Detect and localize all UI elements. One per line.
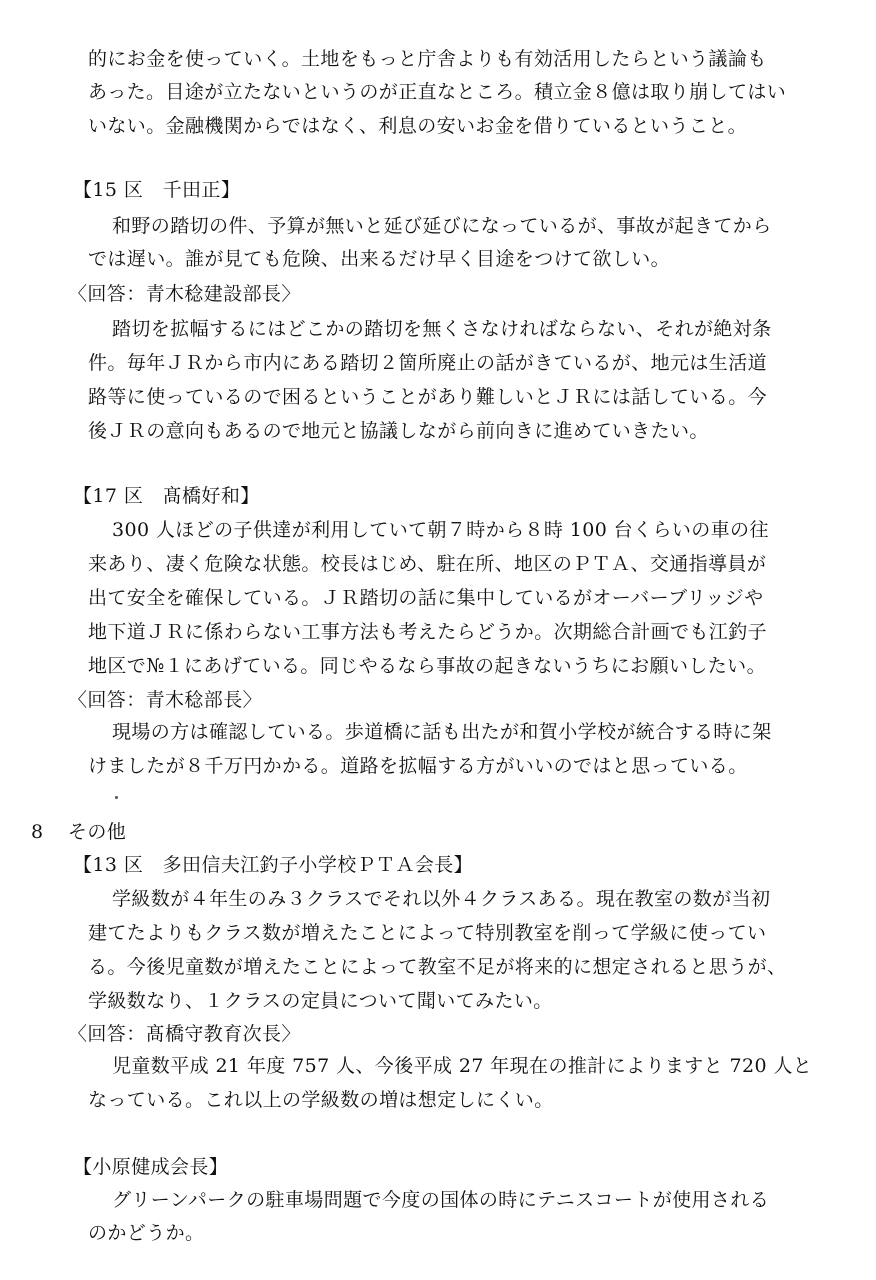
- ward17-question-line-5: 地区で№１にあげている。同じやるなら事故の起きないうちにお願いしたい。: [88, 655, 766, 677]
- ward17-question-line-4: 地下道ＪＲに係わらない工事方法も考えたらどうか。次期総合計画でも江釣子: [88, 621, 768, 643]
- scan-speck: [115, 796, 118, 799]
- ward13-answer-line-1: 児童数平成 21 年度 757 人、今後平成 27 年現在の推計によりますと 720 人と: [112, 1055, 813, 1077]
- ward15-question-line-2: では遅い。誰が見ても危険、出来るだけ早く目途をつけて欲しい。: [88, 248, 671, 270]
- intro-line-1: 的にお金を使っていく。土地をもっと庁舎よりも有効活用したらという議論も: [88, 48, 767, 70]
- chair-heading: 【小原健成会長】: [73, 1156, 229, 1178]
- ward15-answer-line-3: 路等に使っているので困るということがあり難しいとＪＲには話している。今: [88, 386, 768, 408]
- ward17-answer-label: 〈回答：青木稔部長〉: [68, 689, 263, 711]
- ward17-question-line-1: 300 人ほどの子供達が利用していて朝７時から８時 100 台くらいの車の往: [112, 519, 769, 541]
- chair-question-line-1: グリーンパークの駐車場問題で今度の国体の時にテニスコートが使用される: [112, 1189, 770, 1211]
- ward17-answer-line-2: けましたが８千万円かかる。道路を拡幅する方がいいのではと思っている。: [88, 755, 748, 777]
- ward13-question-line-3: る。今後児童数が増えたことによって教室不足が将来的に想定されると思うが、: [88, 956, 787, 978]
- ward15-question-line-1: 和野の踏切の件、予算が無いと延び延びになっているが、事故が起きてから: [112, 215, 772, 237]
- ward13-answer-line-2: なっている。これ以上の学級数の増は想定しにくい。: [88, 1089, 554, 1111]
- ward17-heading: 【17 区 髙橋好和】: [73, 485, 260, 507]
- ward13-heading: 【13 区 多田信夫江釣子小学校ＰＴＡ会長】: [73, 854, 474, 876]
- ward15-answer-line-4: 後ＪＲの意向もあるので地元と協議しながら前向きに進めていきたい。: [88, 420, 709, 442]
- ward17-answer-line-1: 現場の方は確認している。歩道橋に話も出たが和賀小学校が統合する時に架: [112, 721, 772, 743]
- ward13-question-line-2: 建てたよりもクラス数が増えたことによって特別教室を削って学級に使ってい: [88, 922, 767, 944]
- chair-question-line-2: のかどうか。: [88, 1222, 205, 1244]
- ward15-answer-label: 〈回答：青木稔建設部長〉: [68, 283, 301, 305]
- intro-line-3: いない。金融機関からではなく、利息の安いお金を借りているということ。: [88, 115, 748, 137]
- ward15-answer-line-1: 踏切を拡幅するにはどこかの踏切を無くさなければならない、それが絶対条: [112, 318, 772, 340]
- section8-number: 8: [31, 821, 44, 843]
- ward13-answer-label: 〈回答：髙橋守教育次長〉: [68, 1023, 301, 1045]
- ward13-question-line-1: 学級数が４年生のみ３クラスでそれ以外４クラスある。現在教室の数が当初: [112, 888, 771, 910]
- ward15-heading: 【15 区 千田正】: [73, 179, 241, 201]
- intro-line-2: あった。目途が立たないというのが正直なところ。積立金８億は取り崩してはい: [88, 81, 787, 103]
- ward13-question-line-4: 学級数なり、１クラスの定員について聞いてみたい。: [88, 990, 553, 1012]
- ward17-question-line-3: 出て安全を確保している。ＪＲ踏切の話に集中しているがオーバーブリッジや: [88, 587, 764, 609]
- ward17-question-line-2: 来あり、凄く危険な状態。校長はじめ、駐在所、地区のＰＴＡ、交通指導員が: [88, 553, 767, 575]
- section8-title: その他: [68, 821, 127, 843]
- ward15-answer-line-2: 件。毎年ＪＲから市内にある踏切２箇所廃止の話がきているが、地元は生活道: [88, 352, 768, 374]
